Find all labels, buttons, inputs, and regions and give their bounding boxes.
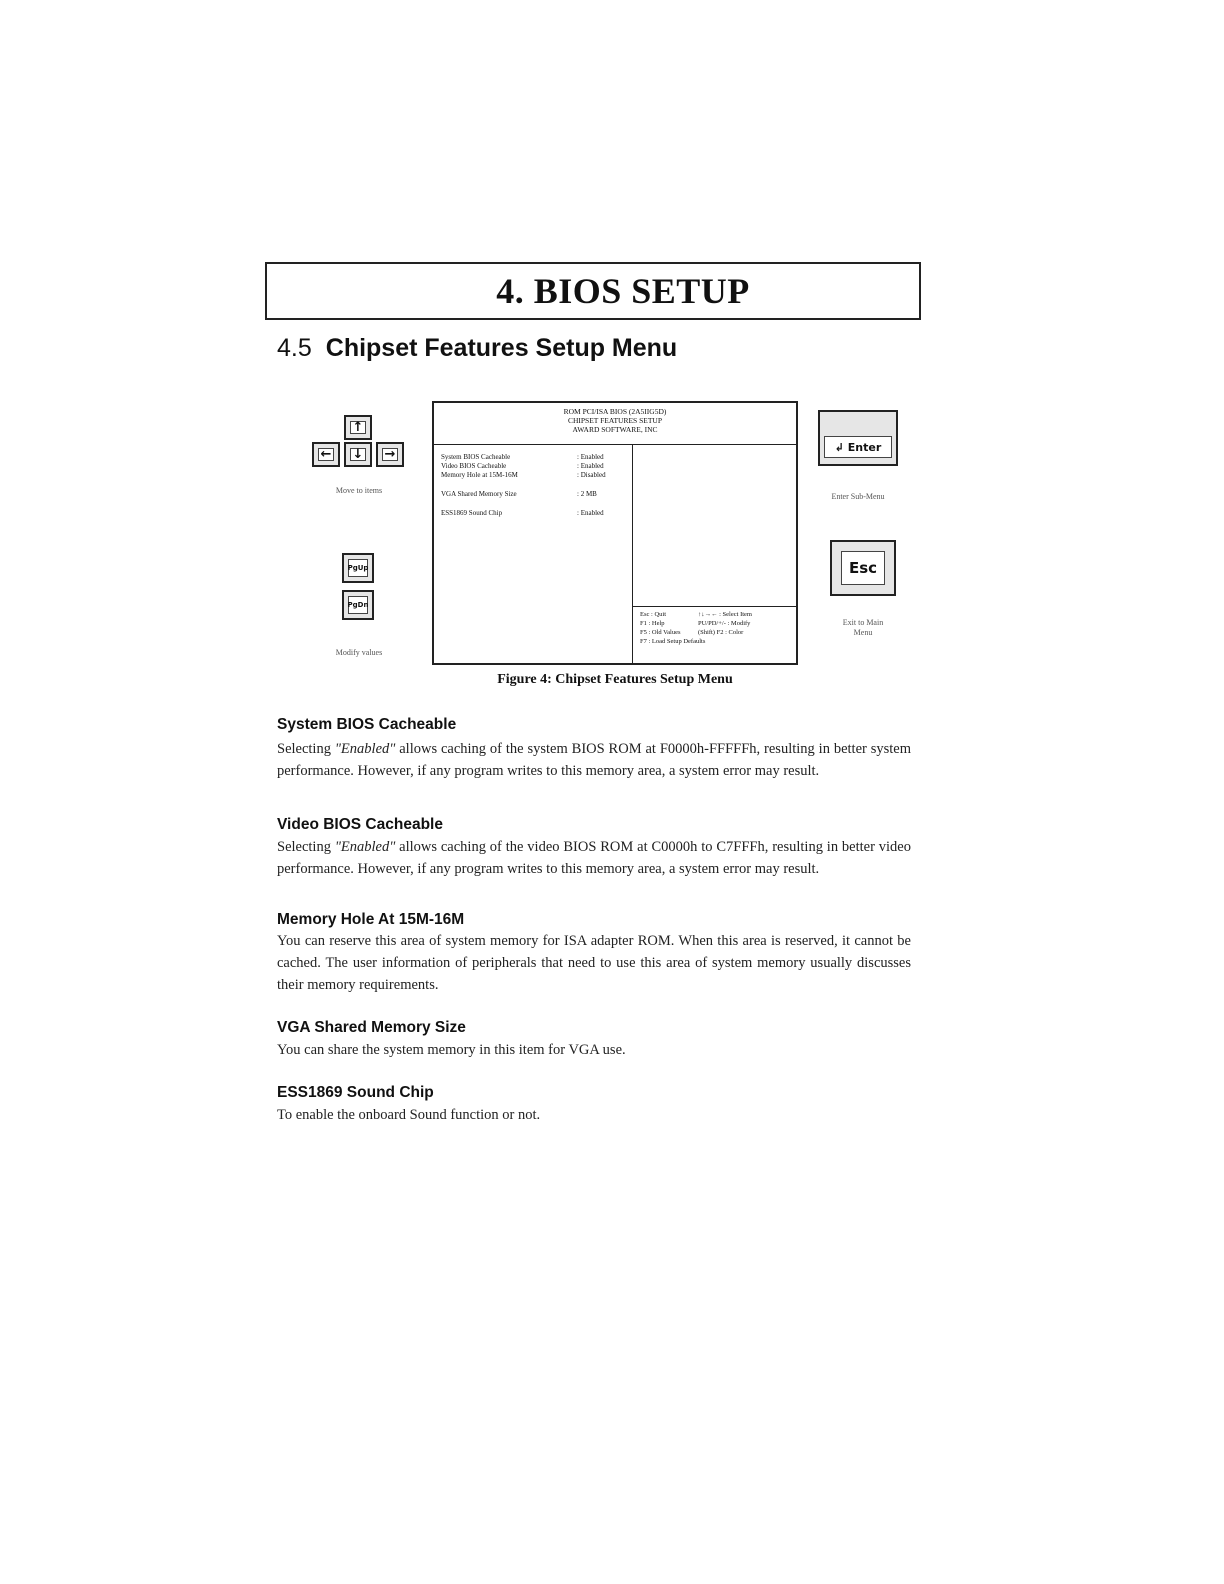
figure-caption: Figure 4: Chipset Features Setup Menu (497, 672, 733, 687)
up-arrow-key-icon: ↑ (344, 415, 372, 440)
bios-setting-value: : Enabled (577, 453, 604, 461)
bios-setting-row[interactable] (441, 462, 604, 470)
video-bios-cacheable-text: Selecting "Enabled" allows caching of the video BIOS ROM at C0000h to C7FFFh, resulting in better video performance. However, if any program writes to this memory area, a system error may result. (277, 839, 911, 877)
section-title (277, 334, 677, 363)
system-bios-cacheable-heading: System BIOS Cacheable (277, 716, 457, 733)
bios-header-line-3: AWARD SOFTWARE, INC (572, 425, 658, 434)
down-arrow-key-icon: ↓ (344, 442, 372, 467)
bios-help-key: F5 : Old Values (640, 629, 681, 636)
bios-screen (432, 401, 798, 665)
memory-hole-text: You can reserve this area of system memory for ISA adapter ROM. When this area is reserved, it cannot be cached. The user information of peripherals that need to use this area of system memory usually discusses their memory requirements. (277, 933, 911, 993)
exit-main-menu-label: Exit to Main Menu (842, 618, 884, 637)
move-items-label: Move to items (335, 486, 383, 495)
bios-settings-panel (434, 445, 633, 663)
bios-help-key: F7 : Load Setup Defaults (640, 638, 706, 645)
bios-help-divider (633, 606, 796, 607)
bios-setting-row[interactable] (441, 509, 604, 517)
memory-hole-heading: Memory Hole At 15M-16M (277, 911, 465, 928)
bios-help-key: PU/PD/+/- : Modify (698, 620, 751, 627)
esc-key-icon: Esc (830, 540, 896, 596)
bios-header-line-2: CHIPSET FEATURES SETUP (567, 416, 663, 425)
enter-submenu-label: Enter Sub-Menu (831, 492, 885, 501)
right-arrow-key-icon: → (376, 442, 404, 467)
vga-shared-memory-heading: VGA Shared Memory Size (277, 1019, 466, 1036)
enter-key-icon: ↲ Enter (818, 410, 898, 466)
bios-setting-label: ESS1869 Sound Chip (441, 509, 503, 517)
sound-chip-heading: ESS1869 Sound Chip (277, 1084, 434, 1101)
bios-setting-value: : 2 MB (577, 490, 597, 498)
section-number: 4.5 (277, 334, 312, 362)
section-title-text: Chipset Features Setup Menu (325, 334, 678, 362)
bios-setting-label: System BIOS Cacheable (441, 453, 511, 461)
vga-shared-memory-text: You can share the system memory in this item for VGA use. (277, 1042, 626, 1058)
bios-key-help (640, 610, 752, 646)
bios-help-key: F1 : Help (640, 620, 665, 627)
modify-values-label: Modify values (335, 648, 383, 657)
bios-header-line-1: ROM PCI/ISA BIOS (2A5IIG5D) (563, 407, 667, 416)
bios-setting-label: Video BIOS Cacheable (441, 462, 507, 470)
bios-setting-value: : Enabled (577, 462, 604, 470)
bios-help-key: Esc : Quit (640, 611, 666, 618)
system-bios-cacheable-text: Selecting "Enabled" allows caching of the system BIOS ROM at F0000h-FFFFFh, resulting in better system performance. However, if any program writes to this memory area, a system error may result. (277, 741, 911, 779)
page-up-key-icon: PgUp (342, 553, 374, 583)
bios-setting-label: Memory Hole at 15M-16M (441, 471, 518, 479)
video-bios-cacheable-heading: Video BIOS Cacheable (277, 816, 443, 833)
bios-setting-value: : Disabled (577, 471, 606, 479)
bios-setting-row[interactable] (441, 471, 606, 479)
bios-help-key: (Shift) F2 : Color (698, 629, 744, 636)
bios-setting-value: : Enabled (577, 509, 604, 517)
sound-chip-text: To enable the onboard Sound function or not. (277, 1107, 541, 1123)
bios-setting-row[interactable] (441, 490, 597, 498)
bios-help-key: ↑↓→← : Select Item (698, 611, 752, 618)
chapter-title: 4. BIOS SETUP (496, 271, 750, 311)
bios-setting-row[interactable] (441, 453, 604, 461)
page-down-key-icon: PgDn (342, 590, 374, 620)
bios-header (434, 403, 796, 445)
left-arrow-key-icon: ← (312, 442, 340, 467)
chapter-title-box (265, 262, 921, 320)
bios-setting-label: VGA Shared Memory Size (441, 490, 517, 498)
